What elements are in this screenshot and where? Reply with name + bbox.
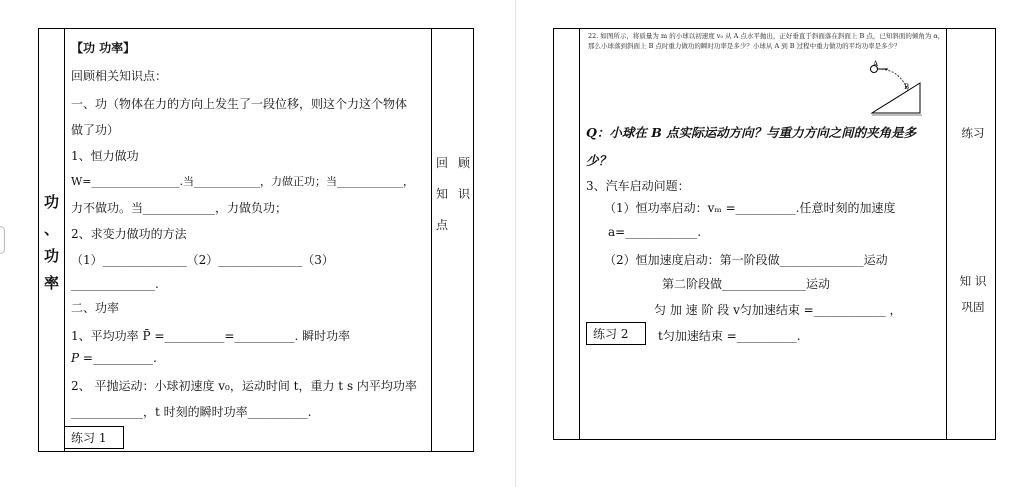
projectile-line-2: ____________，t 时刻的瞬时功率__________.: [71, 405, 312, 419]
side-consolidate-label: 巩固: [961, 300, 985, 314]
work-formula-line: W=________________.当____________，力做正功；当____________，: [71, 175, 415, 188]
point-a-label: A: [873, 60, 879, 68]
question-line-2: 少？: [586, 153, 612, 168]
time-end-line: t匀加速结束 =__________.: [658, 329, 801, 343]
question-line: Q：小球在 B 点实际运动方向？与重力方向之间的夹角是多: [586, 125, 917, 140]
side-title: 功 、 功 率: [43, 193, 59, 292]
car-start-item: 3、汽车启动问题：: [586, 179, 690, 193]
acceleration-line: a=____________.: [608, 225, 702, 239]
side-knowledge-label: 知 识: [959, 274, 987, 288]
column-divider: [64, 29, 65, 451]
side-practice-label: 练习: [961, 126, 985, 140]
variable-force-item: 2、求变力做功的方法: [71, 227, 187, 241]
exercise-1-box: 练习 1: [64, 426, 124, 449]
constant-accel-line: （2）恒加速度启动：第一阶段做______________运动: [604, 253, 888, 267]
exercise-2-box: 练习 2: [586, 322, 646, 345]
column-divider: [579, 29, 580, 439]
point-b-label: B: [904, 83, 910, 91]
methods-line: （1）______________（2）______________（3）: [71, 253, 334, 267]
page-divider: [515, 0, 516, 487]
work-formula-line-2: 力不做功。当____________，力做负功；: [71, 201, 288, 215]
power-section: 二、功率: [71, 301, 120, 315]
work-definition: 一、功（物体在力的方向上发生了一段位移，则这个力这个物体: [71, 97, 408, 111]
average-power-line: 1、平均功率 P̄ =__________=__________. 瞬时功率: [71, 329, 351, 343]
incline-figure: [868, 59, 924, 117]
problem-22-text: 22. 如图所示，将质量为 m 的小球以初速度 v₀ 从 A 点水平抛出，正好垂直于斜面落在斜面上 B 点，已知斜面的倾角为 α，那么小球落到斜面上 B 点时重力做功的瞬时功率是多少？小球从 A 到 B 过程中重力做功的平均功率是多少？: [588, 32, 945, 50]
review-label: 回顾相关知识点：: [71, 69, 168, 83]
right-worksheet-table: [553, 28, 996, 440]
constant-force-item: 1、恒力做功: [71, 149, 139, 163]
stage-two-line: 第二阶段做______________运动: [662, 277, 831, 291]
constant-power-line: （1）恒功率启动：vₘ =__________.任意时刻的加速度: [604, 201, 896, 215]
methods-line-2: ______________.: [71, 277, 159, 291]
work-definition-cont: 做了功）: [71, 123, 120, 137]
projectile-line: 2、 平抛运动：小球初速度 v₀，运动时间 t，重力 t s 内平均功率: [71, 379, 417, 393]
column-divider: [946, 29, 947, 439]
instant-power-line: P =__________.: [71, 351, 157, 365]
side-right-labels: 回 顾 知 识 点: [436, 156, 470, 232]
page-edge-tab: [0, 226, 5, 254]
left-worksheet-table: [38, 28, 474, 452]
section-heading: 【功 功率】: [71, 41, 136, 55]
uniform-accel-line: 匀 加 速 阶 段 v匀加速结束 =____________ ，: [654, 303, 902, 317]
